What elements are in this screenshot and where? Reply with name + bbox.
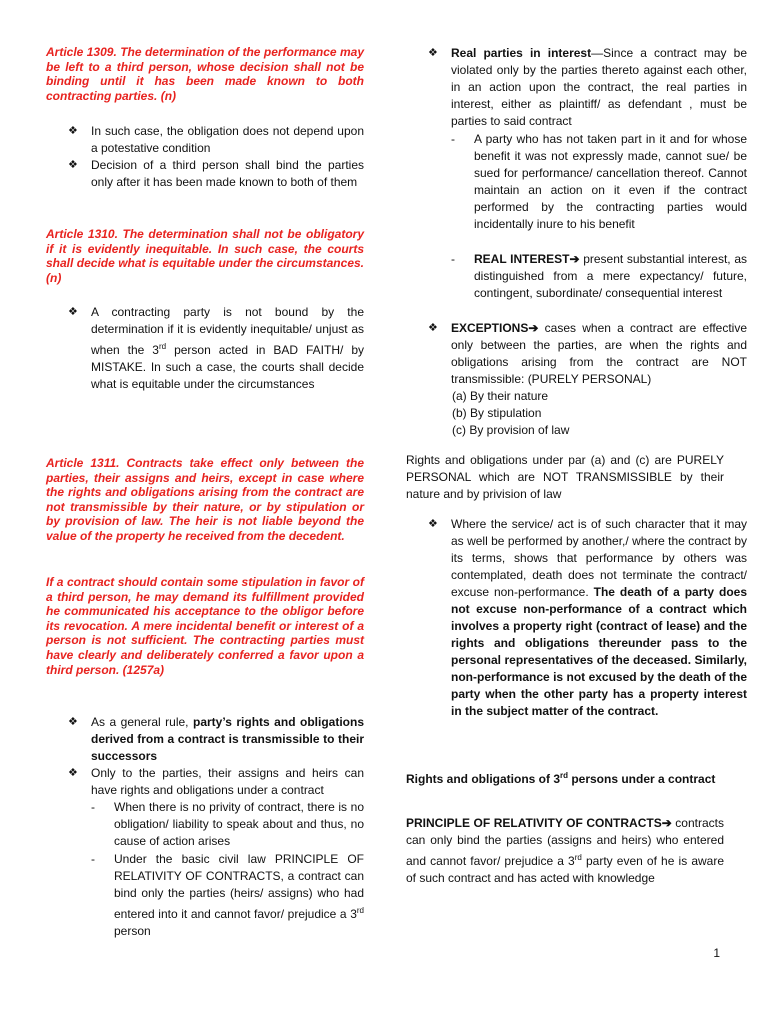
list-item-b: (b) By stipulation [452,406,542,420]
diamond-bullet-icon: ❖ [428,47,438,59]
list-item: ❖ Only to the parties, their assigns and heirs can have rights and obligations under a contract [68,766,364,797]
list-item-c: (c) By provision of law [452,423,570,437]
diamond-bullet-icon: ❖ [68,716,78,728]
arrow-right-icon: ➔ [569,252,580,266]
diamond-bullet-icon: ❖ [68,159,78,171]
arrow-right-icon: ➔ [528,321,539,335]
list-item: ❖ As a general rule, party’s rights and obligations derived from a contract is transmissible to their successors [68,715,364,763]
list-item: ❖ Real parties in interest—Since a contract may be violated only by the parties thereto against each other, in an action upon the contract, the real parties in interest, either as plaintiff/ as defendant , must be parties to said contract [428,46,747,128]
diamond-bullet-icon: ❖ [68,306,78,318]
paragraph: PRINCIPLE OF RELATIVITY OF CONTRACTS➔ contracts can only bind the parties (assigns and heirs) who entered and cannot favor/ prejudice a 3rd party even of he is aware of such contract and has acted with knowledge [406,816,724,885]
paragraph: Rights and obligations under par (a) and (c) are PURELY PERSONAL which are NOT TRANSMISSIBLE by their nature and by privision of law [406,453,724,501]
sub-list-item: - When there is no privity of contract, there is no obligation/ liability to speak about and thus, no cause of action arises [91,800,364,848]
arrow-right-icon: ➔ [661,816,672,830]
list-item: ❖ Where the service/ act is of such character that it may as well be performed by another,/ where the contract by its terms, shows that performance by others was contemplated, death does not terminate the contract/ excuse non-performance. The death of a party does not excuse non-performance of a contract which involves a property right (contract of lease) and the rights and obligations thereunder pass to the personal representatives of the deceased. Similarly, non-performance is not excused by the death of the party when the other party has a property interest in the subject matter of the contract. [428,517,748,718]
sub-list-item: - REAL INTEREST➔ present substantial interest, as distinguished from a mere expectancy/ future, contingent, subordinate/ consequential interest [451,252,747,300]
article-1311-paragraph-2: If a contract should contain some stipulation in favor of a third person, he may demand its fulfillment provided he communicated his acceptance to the obligor before its revocation. A mere incidental benefit or interest of a person is not sufficient. The contracting parties must have clearly and deliberately conferred a favor upon a third person. (1257a) [46,575,364,677]
diamond-bullet-icon: ❖ [68,767,78,779]
article-1311: Article 1311. Contracts take effect only between the parties, their assigns and heirs, except in case where the rights and obligations arising from the contract are not transmissible by their nature, or by stipulation or by provision of law. The heir is not liable beyond the value of the property he received from the decedent. [46,456,364,543]
diamond-bullet-icon: ❖ [428,322,438,334]
list-item: ❖ EXCEPTIONS➔ cases when a contract are effective only between the parties, are when the rights and obligations arising from the contract are NOT transmissible: (PURELY PERSONAL) [428,321,747,386]
article-1310: Article 1310. The determination shall not be obligatory if it is evidently inequitable. In such case, the courts shall decide what is equitable under the circumstances. (n) [46,227,364,285]
sub-list-item: - Under the basic civil law PRINCIPLE OF RELATIVITY OF CONTRACTS, a contract can bind only the parties (heirs/ assigns) who had entered into it and cannot favor/ prejudice a 3rd person [91,852,364,938]
diamond-bullet-icon: ❖ [428,518,438,530]
article-1309: Article 1309. The determination of the performance may be left to a third person, whose decision shall not be binding until it has been made known to both contracting parties. (n) [46,45,364,103]
section-heading: Rights and obligations of 3rd persons under a contract [406,771,716,786]
list-item: ❖ In such case, the obligation does not depend upon a potestative condition [68,124,364,155]
list-item-a: (a) By their nature [452,389,549,403]
list-item: ❖ Decision of a third person shall bind the parties only after it has been made known to both of them [68,158,364,189]
diamond-bullet-icon: ❖ [68,125,78,137]
list-item: ❖ A contracting party is not bound by the determination if it is evidently inequitable/ unjust as when the 3rd person acted in BAD FAITH/ by MISTAKE. In such a case, the courts shall decide what is equitable under the circumstances [68,305,364,391]
sub-list-item: - A party who has not taken part in it and for whose benefit it was not expressly made, cannot sue/ be sued for performance/ cancellation thereof. Cannot maintain an action on it even if the contract performed by the contracting parties would incidentally inure to his benefit [451,132,747,231]
page-number: 1 [713,946,720,960]
